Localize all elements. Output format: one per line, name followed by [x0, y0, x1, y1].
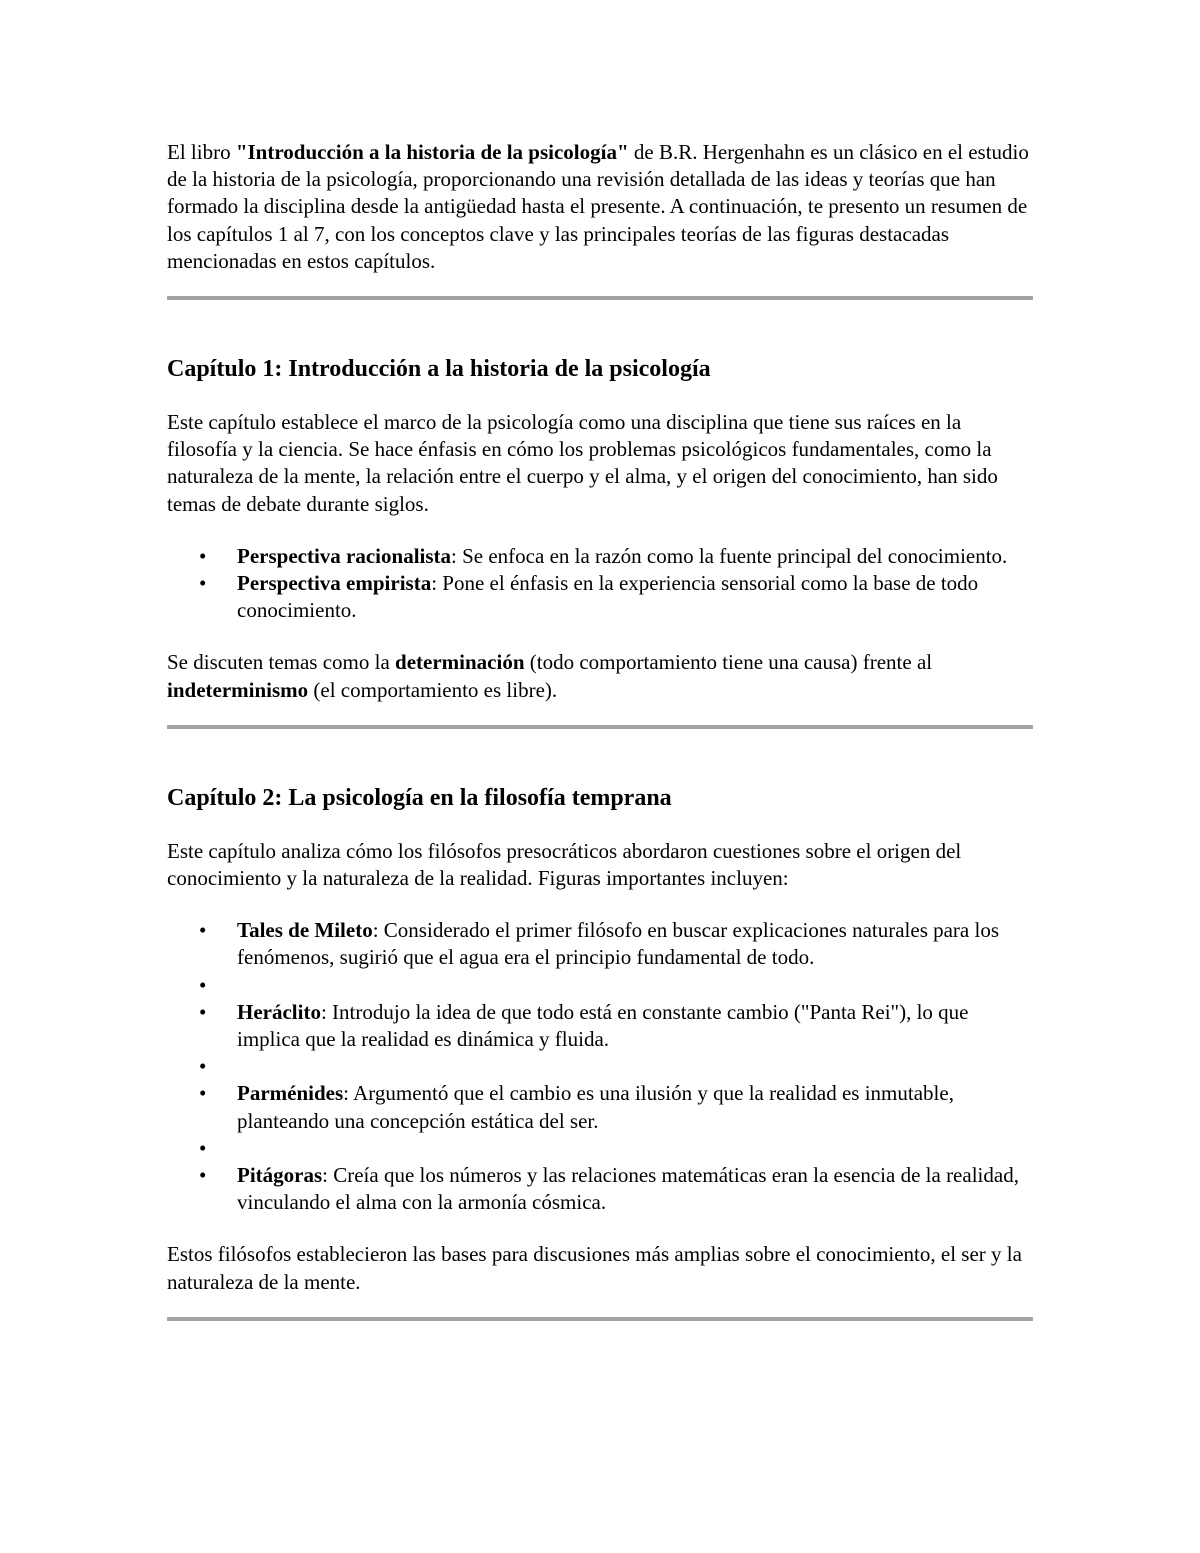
closing-text: (todo comportamiento tiene una causa) frente al: [524, 650, 933, 675]
bullet-icon: •: [199, 918, 207, 943]
intro-pre: El libro: [167, 140, 236, 164]
closing-term: indeterminismo: [167, 677, 309, 702]
list-item: [167, 570, 1033, 624]
section-separator: [167, 1317, 1033, 1321]
list-item-term: Perspectiva empirista: [237, 571, 432, 596]
closing-text: (el comportamiento es libre).: [308, 677, 558, 702]
list-item-term: Pitágoras: [237, 1163, 323, 1188]
chapter-2-heading: Capítulo 2: La psicología en la filosofía temprana: [167, 784, 672, 811]
bullet-icon: •: [199, 1135, 207, 1160]
list-item-desc: : Introdujo la idea de que todo está en constante cambio ("Panta Rei"), lo que implica que la realidad es dinámica y fluida.: [237, 999, 969, 1052]
list-item-term: Heráclito: [237, 999, 321, 1024]
chapter-2-paragraph: Este capítulo analiza cómo los filósofos presocráticos abordaron cuestiones sobre el origen del conocimiento y la naturaleza de la realidad. Figuras importantes incluyen:: [167, 838, 962, 891]
list-item-desc: : Argumentó que el cambio es una ilusión y que la realidad es inmutable, planteando una concepción estática del ser.: [237, 1081, 954, 1133]
list-item: [167, 1162, 1033, 1216]
list-item-term: Parménides: [237, 1081, 344, 1106]
chapter-1-list: [167, 543, 1033, 625]
bullet-icon: •: [199, 571, 207, 596]
document-body: [167, 139, 1033, 1321]
empty-list-item: [167, 1053, 1033, 1080]
bullet-icon: •: [199, 1081, 207, 1106]
bullet-icon: •: [199, 972, 207, 997]
chapter-1-heading: Capítulo 1: Introducción a la historia de la psicología: [167, 356, 711, 383]
list-item-desc: : Considerado el primer filósofo en buscar explicaciones naturales para los fenómenos, sugirió que el agua era el principio fundamental de todo.: [237, 918, 1000, 970]
chapter-2-closing: Estos filósofos establecieron las bases para discusiones más amplias sobre el conocimiento, el ser y la naturaleza de la mente.: [167, 1242, 1022, 1294]
section-separator: [167, 725, 1033, 729]
list-item: [167, 999, 1033, 1053]
empty-list-item: [167, 972, 1033, 999]
bullet-icon: •: [199, 1163, 207, 1188]
list-item: [167, 543, 1033, 570]
list-item-desc: : Pone el énfasis en la experiencia sensorial como la base de todo conocimiento.: [237, 571, 979, 623]
list-item-desc: : Se enfoca en la razón como la fuente principal del conocimiento.: [451, 543, 1008, 568]
list-item-term: Tales de Mileto: [237, 918, 373, 943]
list-item-desc: : Creía que los números y las relaciones matemáticas eran la esencia de la realidad, vinculando el alma con la armonía cósmica.: [237, 1163, 1019, 1215]
bullet-icon: •: [199, 543, 207, 568]
chapter-1-paragraph: Este capítulo establece el marco de la psicología como una disciplina que tiene sus raíces en la filosofía y la ciencia. Se hace énfasis en cómo los problemas psicológicos fundamentales, como la naturaleza de la mente, la relación entre el cuerpo y el alma, y el origen del conocimiento, han sido temas de debate durante siglos.: [167, 410, 998, 516]
list-item: [167, 917, 1033, 971]
book-title: "Introducción a la historia de la psicología": [235, 140, 629, 164]
empty-list-item: [167, 1135, 1033, 1162]
list-item-term: Perspectiva racionalista: [237, 543, 452, 568]
closing-term: determinación: [395, 650, 525, 675]
section-separator: [167, 296, 1033, 300]
chapter-2-list: [167, 917, 1033, 1216]
intro-paragraph: [167, 139, 1033, 275]
chapter-1-closing: [167, 649, 1033, 703]
bullet-icon: •: [199, 1054, 207, 1079]
bullet-icon: •: [199, 999, 207, 1024]
intro-post: de B.R. Hergenhahn es un clásico en el estudio de la historia de la psicología, proporcionando una revisión detallada de las ideas y teorías que han formado la disciplina desde la antigüedad hasta el presente. A continuación, te presento un resumen de los capítulos 1 al 7, con los conceptos clave y las principales teorías de las figuras destacadas mencionadas en estos capítulos.: [167, 140, 1029, 273]
closing-text: Se discuten temas como la: [167, 650, 396, 675]
list-item: [167, 1080, 1033, 1134]
